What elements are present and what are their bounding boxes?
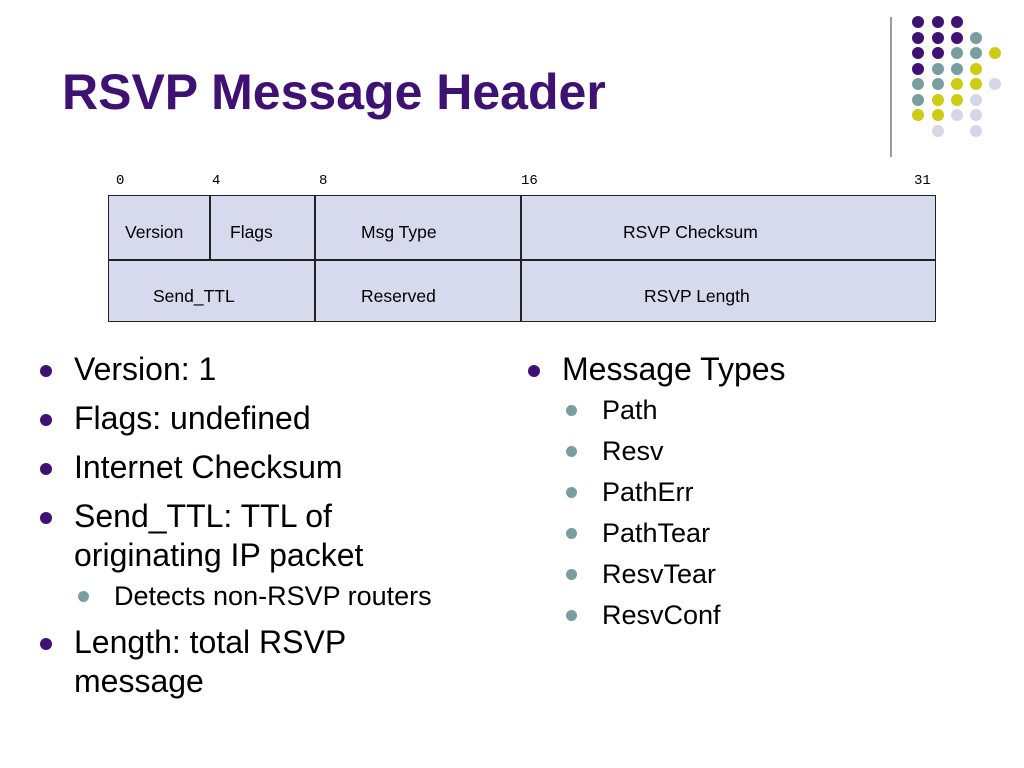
decorative-dot (970, 63, 982, 75)
decorative-dot (932, 16, 944, 28)
field-divider (520, 196, 522, 321)
list-item (38, 350, 508, 389)
message-type-text: PathErr (602, 477, 694, 507)
bit-label-31: 31 (914, 173, 931, 189)
field-rsvp-checksum: RSVP Checksum (623, 222, 758, 242)
decorative-dot (951, 94, 963, 106)
right-bullet-list (526, 350, 996, 632)
sub-list (74, 579, 514, 613)
decorative-dot (951, 109, 963, 121)
message-type-text: PathTear (602, 518, 711, 548)
slide-title: RSVP Message Header (62, 64, 606, 120)
sub-bullet-dot-icon (566, 610, 577, 621)
decorative-dot (951, 47, 963, 59)
decorative-dot (932, 109, 944, 121)
list-item (38, 497, 434, 613)
sub-bullet-dot-icon (78, 591, 89, 602)
decorative-dot (912, 63, 924, 75)
bit-label-4: 4 (212, 173, 221, 189)
left-bullet-list (38, 350, 508, 701)
message-types-heading: Message Types (562, 351, 786, 387)
message-type-item (562, 557, 996, 591)
message-type-text: Path (602, 395, 658, 425)
field-msg-type: Msg Type (361, 222, 437, 242)
bullet-dot-icon (40, 414, 52, 426)
message-type-text: Resv (602, 436, 664, 466)
message-type-item (562, 475, 996, 509)
field-flags: Flags (230, 222, 273, 242)
field-divider (209, 196, 211, 259)
bullet-dot-icon (40, 365, 52, 377)
sub-bullet-dot-icon (566, 487, 577, 498)
message-type-item (562, 516, 996, 550)
list-item (38, 399, 508, 438)
sub-list-item (74, 579, 514, 613)
field-reserved: Reserved (361, 286, 436, 306)
field-divider (314, 196, 316, 321)
item-text: Version: 1 (74, 351, 217, 387)
left-column (38, 350, 508, 711)
message-type-item (562, 598, 996, 632)
item-text: Length: total RSVP message (74, 624, 346, 699)
list-item (38, 448, 508, 487)
item-text: Send_TTL: TTL of originating IP packet (74, 498, 364, 573)
decorative-dot (970, 78, 982, 90)
message-type-item (562, 393, 996, 427)
decorative-dot (951, 32, 963, 44)
bit-label-16: 16 (521, 173, 538, 189)
field-version: Version (125, 222, 184, 242)
bullet-dot-icon (40, 512, 52, 524)
sub-bullet-dot-icon (566, 528, 577, 539)
sub-bullet-dot-icon (566, 569, 577, 580)
bullet-dot-icon (40, 463, 52, 475)
field-rsvp-length: RSVP Length (644, 286, 750, 306)
list-item (526, 350, 996, 632)
decorative-dot (912, 16, 924, 28)
bit-label-8: 8 (319, 173, 328, 189)
decorative-dot (970, 47, 982, 59)
decorative-dot (951, 63, 963, 75)
decorative-dot-grid (0, 0, 1024, 160)
field-send-ttl: Send_TTL (153, 286, 235, 306)
decorative-dot (912, 78, 924, 90)
decorative-dot (970, 94, 982, 106)
decorative-dot (932, 94, 944, 106)
decorative-dot (932, 125, 944, 137)
decorative-dot (932, 78, 944, 90)
decorative-dot (912, 109, 924, 121)
list-item (38, 623, 454, 701)
sub-item-text: Detects non-RSVP routers (114, 581, 432, 611)
decorative-dot (970, 32, 982, 44)
decorative-dot (970, 125, 982, 137)
item-text: Flags: undefined (74, 400, 311, 436)
right-column (526, 350, 996, 642)
bullet-dot-icon (40, 638, 52, 650)
decorative-dot (951, 16, 963, 28)
decorative-dot (932, 32, 944, 44)
bit-label-0: 0 (116, 173, 125, 189)
message-type-text: ResvTear (602, 559, 717, 589)
rsvp-header-diagram (108, 195, 936, 322)
decorative-dot (932, 63, 944, 75)
sub-bullet-dot-icon (566, 405, 577, 416)
decorative-dot (951, 78, 963, 90)
decorative-dot (912, 94, 924, 106)
decorative-dot (912, 32, 924, 44)
row-divider (109, 259, 935, 261)
decorative-dot (932, 47, 944, 59)
decorative-dot (970, 109, 982, 121)
message-type-text: ResvConf (602, 600, 721, 630)
message-types-list (562, 393, 996, 632)
sub-bullet-dot-icon (566, 446, 577, 457)
message-type-item (562, 434, 996, 468)
decorative-dot (989, 47, 1001, 59)
bullet-dot-icon (528, 365, 540, 377)
decorative-dot (912, 47, 924, 59)
decorative-dot (989, 78, 1001, 90)
item-text: Internet Checksum (74, 449, 343, 485)
